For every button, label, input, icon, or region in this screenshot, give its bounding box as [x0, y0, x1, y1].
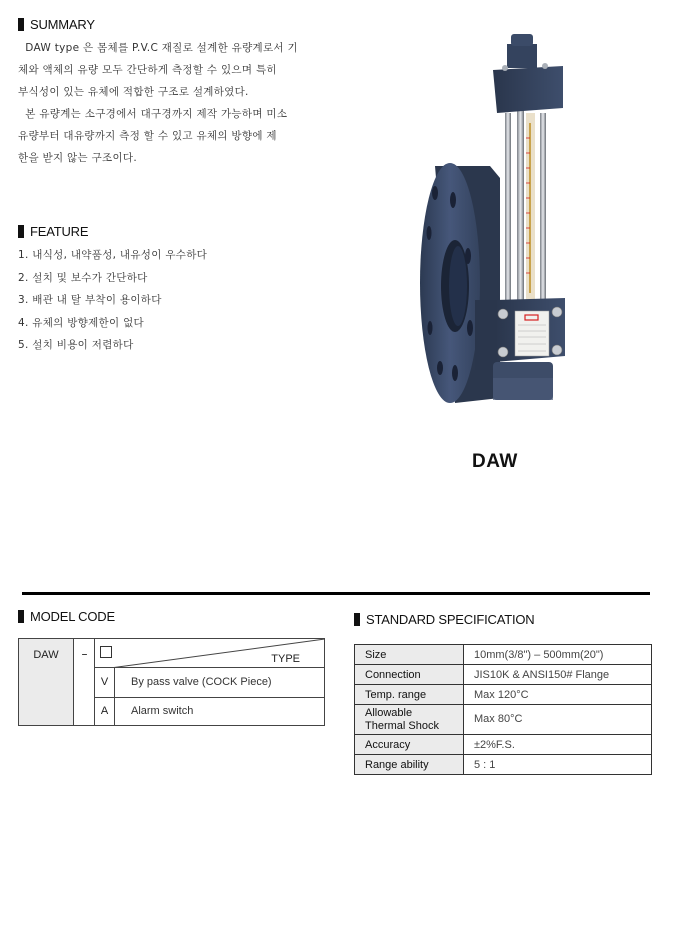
section-marker-icon [18, 18, 24, 31]
spec-title: STANDARD SPECIFICATION [366, 612, 535, 627]
model-cell: DAW [19, 639, 74, 725]
section-marker-icon [354, 613, 360, 626]
spec-label: Range ability [355, 755, 464, 775]
summary-line: 유량부터 대유량까지 측정 할 수 있고 유체의 방향에 제 [18, 130, 277, 142]
model-code-title: MODEL CODE [30, 609, 115, 624]
section-marker-icon [18, 610, 24, 623]
spec-value: Max 120°C [464, 685, 652, 705]
spec-table [354, 644, 652, 775]
section-marker-icon [18, 225, 24, 238]
section-divider [22, 592, 650, 595]
spec-label: Temp. range [355, 685, 464, 705]
type-option-row [95, 697, 325, 726]
spec-value: Max 80°C [464, 705, 652, 735]
summary-line: 부식성이 있는 유체에 적합한 구조로 설계하였다. [18, 86, 249, 98]
spec-label: Size [355, 645, 464, 665]
summary-line: 본 유량계는 소구경에서 대구경까지 제작 가능하며 미소 [18, 108, 288, 120]
flowmeter-device-icon [395, 28, 595, 428]
option-code: A [95, 697, 115, 726]
feature-title: FEATURE [30, 224, 89, 239]
spec-label: Connection [355, 665, 464, 685]
spec-label-line: Thermal Shock [365, 719, 439, 732]
spec-label [355, 705, 464, 735]
product-image [395, 28, 595, 428]
feature-list [18, 244, 207, 357]
feature-heading [18, 224, 88, 239]
model-code-heading [18, 609, 115, 624]
spec-row [355, 705, 652, 735]
spec-row [355, 645, 652, 665]
summary-line: DAW type 은 몸체를 P.V.C 재질로 설계한 유량계로서 기 [18, 42, 298, 54]
dash-cell: – [75, 639, 95, 725]
feature-item: 1. 내식성, 내약품성, 내유성이 우수하다 [18, 249, 208, 261]
spec-heading [354, 612, 534, 627]
feature-item: 2. 설치 및 보수가 간단하다 [18, 271, 148, 284]
summary-line: 한을 받지 않는 구조이다. [18, 152, 137, 164]
summary-heading [18, 17, 95, 32]
feature-item: 5. 설치 비용이 저렴하다 [18, 339, 134, 351]
spec-row [355, 665, 652, 685]
type-header: TYPE [271, 653, 300, 665]
feature-item: 4. 유체의 방향제한이 없다 [18, 316, 144, 329]
spec-label: Accuracy [355, 735, 464, 755]
spec-value: JIS10K & ANSI150# Flange [464, 665, 652, 685]
spec-value: ±2%F.S. [464, 735, 652, 755]
spec-row [355, 685, 652, 705]
spec-row [355, 735, 652, 755]
summary-line: 체와 액체의 유량 모두 간단하게 측정할 수 있으며 특히 [18, 64, 277, 76]
model-code-table [18, 638, 325, 726]
summary-text [18, 37, 338, 169]
spec-value: 10mm(3/8") – 500mm(20") [464, 645, 652, 665]
type-option-row [95, 668, 325, 698]
feature-item: 3. 배관 내 탈 부착이 용이하다 [18, 294, 162, 306]
option-code: V [95, 668, 115, 697]
spec-label-line: Allowable [365, 706, 413, 719]
summary-title: SUMMARY [30, 17, 95, 32]
option-description: By pass valve (COCK Piece) [131, 676, 272, 688]
spec-row [355, 755, 652, 775]
spec-value: 5 : 1 [464, 755, 652, 775]
option-description: Alarm switch [131, 705, 194, 717]
product-caption: DAW [472, 451, 518, 472]
